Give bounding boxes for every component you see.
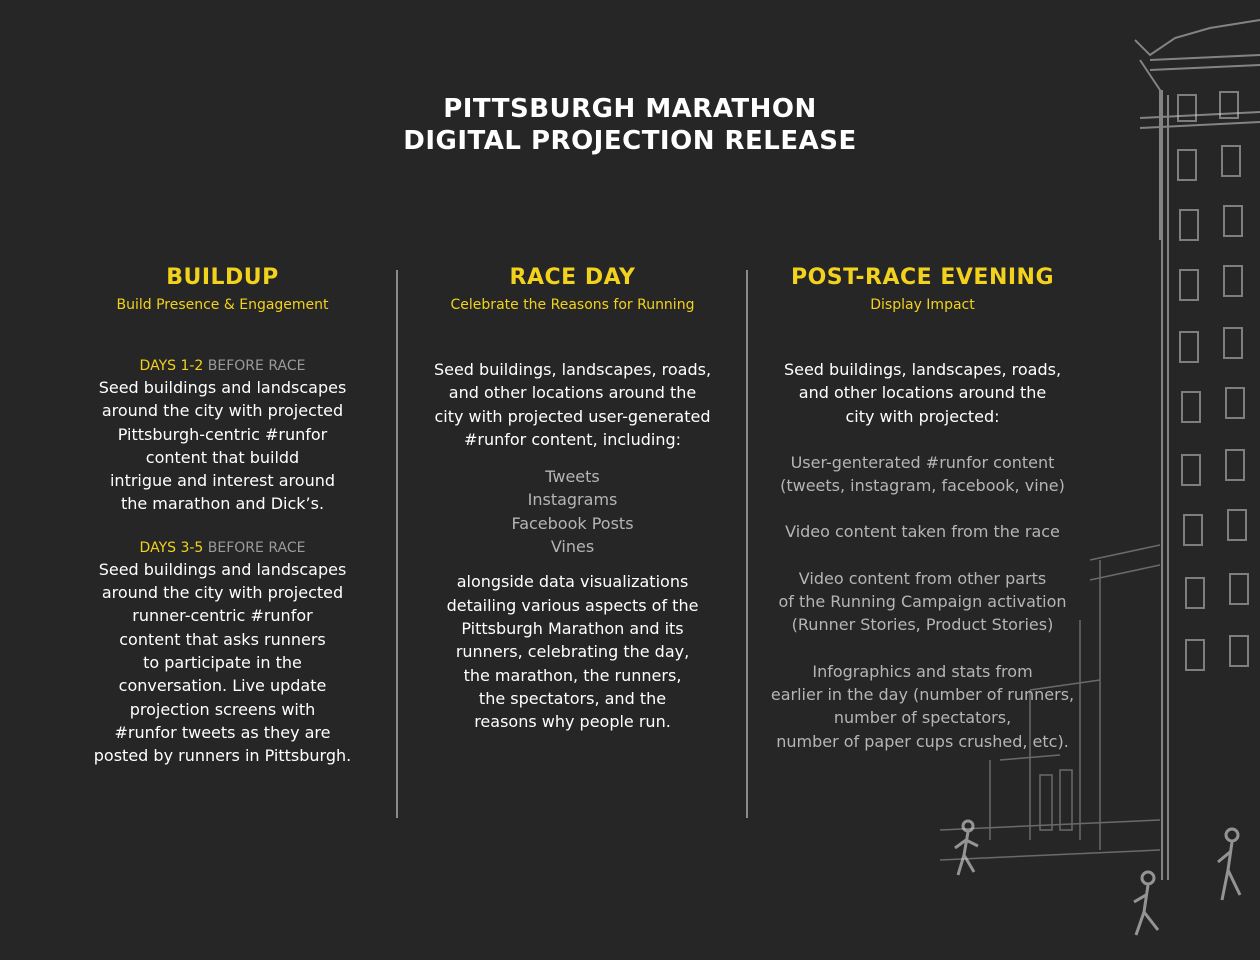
column-buildup xyxy=(50,262,395,767)
item-line: Infographics and stats from xyxy=(812,661,1033,681)
body-line: detailing various aspects of the xyxy=(446,595,699,615)
body-line: reasons why people run. xyxy=(474,712,671,732)
post-race-item xyxy=(750,660,1095,753)
body-line: Pittsburgh-centric #runfor xyxy=(117,424,328,444)
body-line: Seed buildings, landscapes, roads, xyxy=(433,360,712,379)
body-line: and other locations around the xyxy=(448,383,697,403)
body-line: the spectators, and the xyxy=(478,688,667,708)
column-heading: POST-RACE EVENING xyxy=(790,265,1055,290)
body-line: and other locations around the xyxy=(798,383,1047,403)
list-item: Facebook Posts xyxy=(511,513,634,533)
body-line: projection screens with xyxy=(129,699,316,719)
page-title xyxy=(0,93,1260,157)
body-line: #runfor tweets as they are xyxy=(114,722,331,742)
building-windows xyxy=(1178,92,1248,670)
item-line: Video content from other parts xyxy=(798,568,1047,588)
list-item: Instagrams xyxy=(527,490,618,510)
title-line-1: PITTSBURGH MARATHON xyxy=(443,94,817,124)
column-divider xyxy=(396,270,398,818)
item-line: number of spectators, xyxy=(833,708,1012,728)
post-race-item xyxy=(750,520,1095,543)
column-post-race-evening xyxy=(750,262,1095,753)
column-divider xyxy=(746,270,748,818)
race-day-outro xyxy=(400,570,745,733)
column-subheading: Build Presence & Engagement xyxy=(116,297,329,313)
title-line-2: DIGITAL PROJECTION RELEASE xyxy=(403,126,857,156)
column-heading: RACE DAY xyxy=(509,265,636,290)
post-race-intro xyxy=(750,358,1095,428)
phase-label xyxy=(50,356,395,376)
body-line: runner-centric #runfor xyxy=(132,606,313,626)
phase-label-rest: BEFORE RACE xyxy=(207,358,306,374)
column-heading: BUILDUP xyxy=(166,265,279,290)
phase-label-rest: BEFORE RACE xyxy=(207,539,306,556)
body-line: Seed buildings, landscapes, roads, xyxy=(783,360,1062,379)
item-line: (tweets, instagram, facebook, vine) xyxy=(780,476,1065,496)
content-type-list xyxy=(400,465,745,558)
column-subheading: Celebrate the Reasons for Running xyxy=(450,297,695,313)
body-line: around the city with projected xyxy=(101,583,344,603)
phase-days-1-2 xyxy=(50,356,395,516)
list-item: Vines xyxy=(550,537,595,557)
body-line: the marathon and Dick’s. xyxy=(120,494,325,514)
item-line: (Runner Stories, Product Stories) xyxy=(791,615,1054,635)
list-item: Tweets xyxy=(545,467,600,487)
item-line: number of paper cups crushed, etc). xyxy=(776,731,1069,751)
body-line: conversation. Live update xyxy=(118,676,327,696)
column-race-day xyxy=(400,262,745,733)
post-race-item xyxy=(750,567,1095,637)
phase-days-3-5 xyxy=(50,538,395,768)
body-line: content that buildd xyxy=(145,447,300,467)
body-line: intrigue and interest around xyxy=(109,471,336,491)
body-line: content that asks runners xyxy=(119,629,326,649)
body-line: the marathon, the runners, xyxy=(463,665,682,685)
item-line: of the Running Campaign activation xyxy=(778,592,1067,612)
body-line: Pittsburgh Marathon and its xyxy=(461,618,684,638)
body-line: city with projected user-generated xyxy=(434,406,711,426)
body-line: Seed buildings and landscapes xyxy=(98,559,347,579)
body-line: runners, celebrating the day, xyxy=(455,642,690,662)
phase-label-highlight: DAYS 1-2 xyxy=(139,358,204,374)
item-line: Video content taken from the race xyxy=(785,522,1060,542)
body-line: #runfor content, including: xyxy=(463,429,682,449)
race-day-intro xyxy=(400,358,745,451)
runner-figures xyxy=(955,821,1240,935)
body-line: city with projected: xyxy=(845,406,1000,426)
item-line: earlier in the day (number of runners, xyxy=(770,684,1075,704)
body-line: Seed buildings and landscapes xyxy=(98,378,347,397)
post-race-item xyxy=(750,451,1095,498)
column-subheading: Display Impact xyxy=(870,297,975,313)
body-line: around the city with projected xyxy=(101,401,344,421)
body-line: posted by runners in Pittsburgh. xyxy=(93,746,352,766)
body-line: alongside data visualizations xyxy=(456,572,689,592)
item-line: User-genterated #runfor content xyxy=(790,452,1055,472)
phase-label xyxy=(50,538,395,558)
phase-label-highlight: DAYS 3-5 xyxy=(139,539,204,556)
body-line: to participate in the xyxy=(143,652,302,672)
